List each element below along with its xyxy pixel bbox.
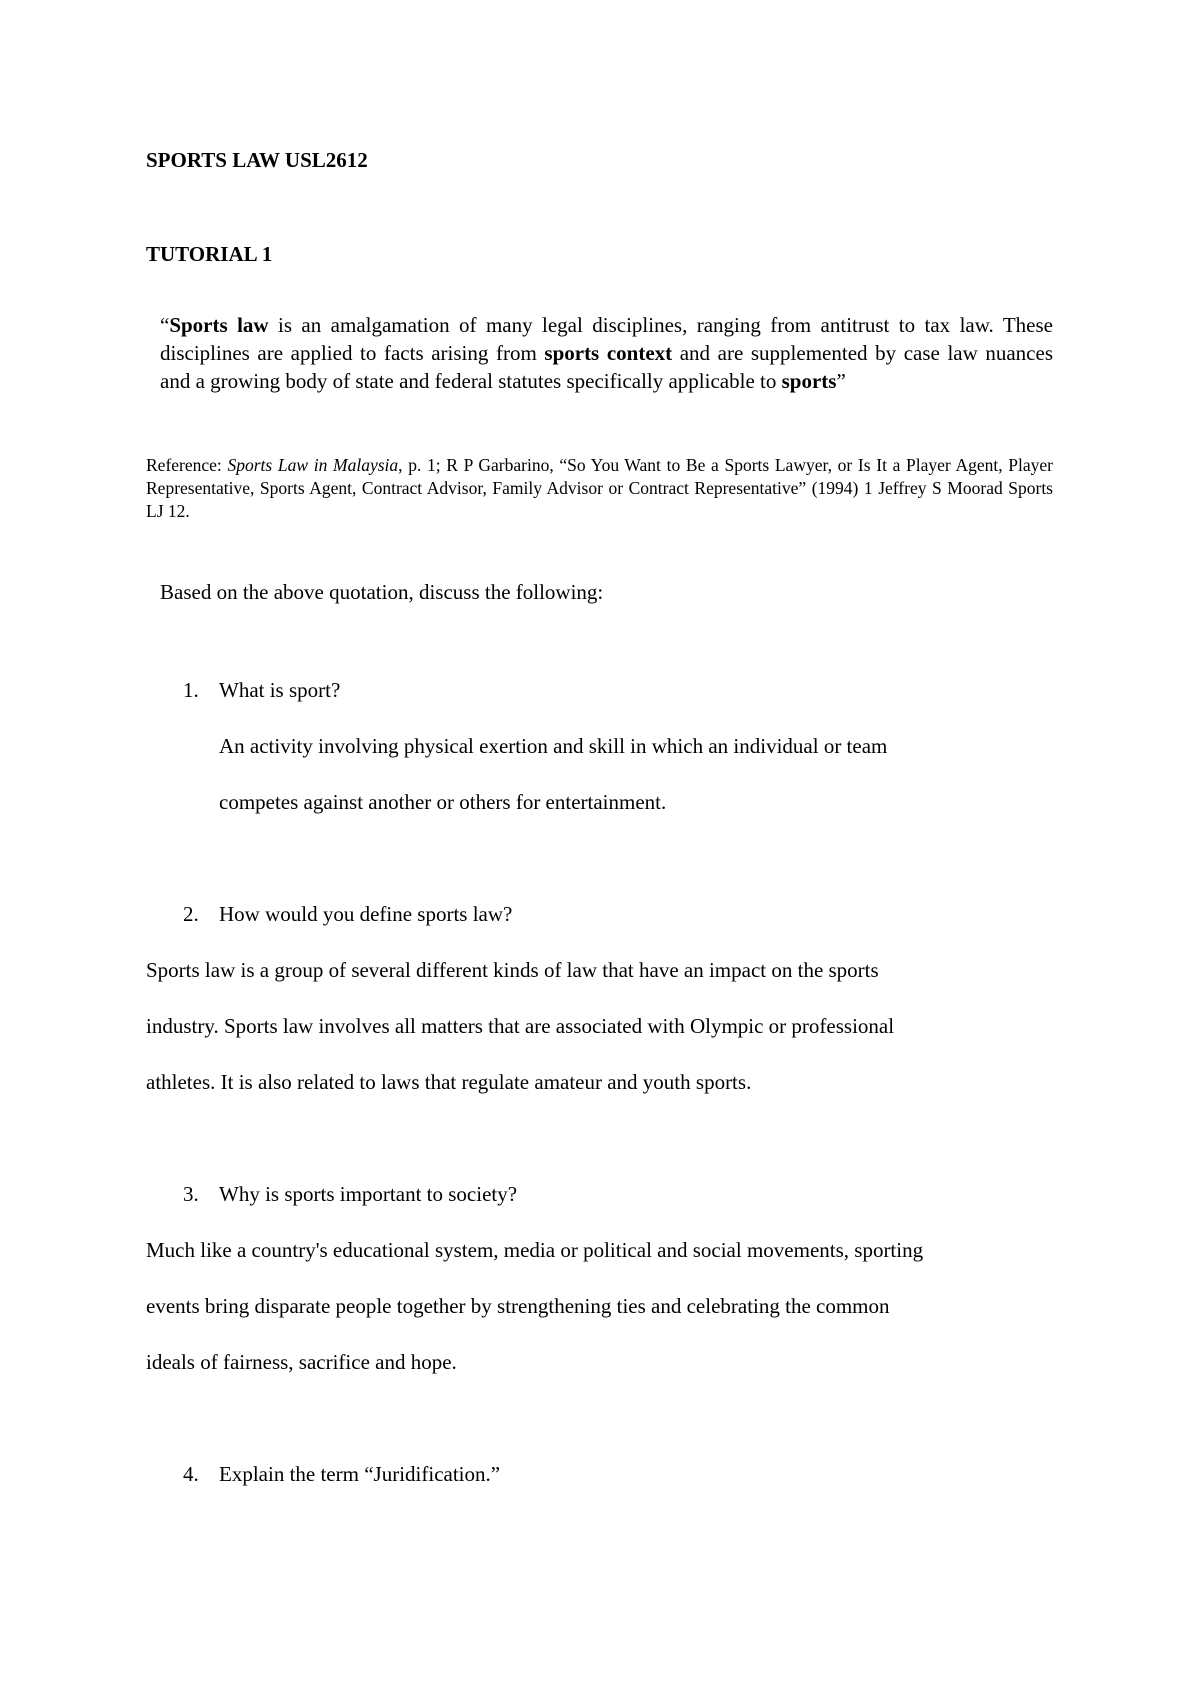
question-text: How would you define sports law? [219,902,513,926]
document-title: SPORTS LAW USL2612 [146,148,368,172]
answer-line: An activity involving physical exertion and skill in which an individual or team [219,734,888,758]
quote-term-sports: sports [781,369,837,393]
reference-details: , p. 1; R P Garbarino, “So You Want to Be a Sports Lawyer, or Is It a Player Agent, Player Representative, Sports Agent, Contract Advisor, Family Advisor or Contract Representative” (1994) 1 Jeffrey S Moorad Sports LJ 12. [146,455,1053,521]
quote-text-1: is an amalgamation of many legal disciplines, ranging from antitrust to tax law. These disciplines are applied to facts arising from [160,313,1053,365]
tutorial-heading: TUTORIAL 1 [146,242,273,266]
answer-line: ideals of fairness, sacrifice and hope. [146,1350,457,1374]
question-number: 3. [183,1182,199,1206]
answer-line: events bring disparate people together by strengthening ties and celebrating the common [146,1294,890,1318]
answer-line: Sports law is a group of several different kinds of law that have an impact on the sports [146,958,879,982]
question-number: 4. [183,1462,199,1486]
question-text: What is sport? [219,678,341,702]
quote-open-mark: “ [160,313,170,337]
question-text: Why is sports important to society? [219,1182,518,1206]
quote-term-sports-law: Sports law [169,313,269,337]
reference-prefix: Reference: [146,455,228,475]
answer-line: athletes. It is also related to laws that regulate amateur and youth sports. [146,1070,752,1094]
discussion-prompt: Based on the above quotation, discuss the following: [160,580,604,604]
quote-text-2: and are supplemented by case law nuances and a growing body of state and federal statutes specifically applicable to [160,341,1053,393]
quotation-block [160,311,1053,395]
quote-close-mark: ” [836,369,846,393]
question-number: 2. [183,902,199,926]
answer-line: competes against another or others for entertainment. [219,790,667,814]
answer-line: industry. Sports law involves all matters that are associated with Olympic or professional [146,1014,895,1038]
reference-citation [146,454,1053,523]
quote-term-sports-context: sports context [544,341,673,365]
answer-line: Much like a country's educational system, media or political and social movements, sporting [146,1238,924,1262]
question-text: Explain the term “Juridification.” [219,1462,501,1486]
question-number: 1. [183,678,199,702]
reference-book-title: Sports Law in Malaysia [227,455,399,475]
